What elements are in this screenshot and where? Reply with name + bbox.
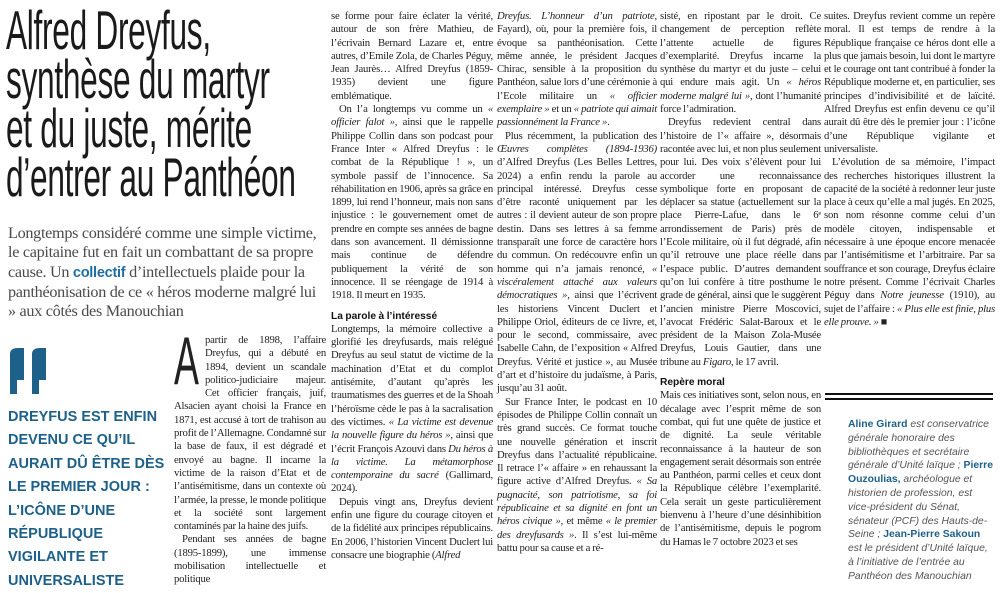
article-standfirst	[8, 224, 320, 321]
italic-text: Figaro	[702, 355, 731, 368]
italic-text: Dreyfus. L’honneur d’un patriote	[497, 10, 655, 22]
section-heading: La parole à l’intéressé	[331, 310, 438, 322]
body-text: On l’a longtemps vu comme un	[339, 103, 488, 116]
body-text: Dreyfus redevient central dans l’histoire de l’« affaire », désormais racontée avec lui, et non plus seulement pour lui. Des voix s’élèvent pour lui accorder une reconnaissance symbolique forte en proposant de déplacer sa statue (actuellement sur la place Pierre-Lafue, dans le 6ᵉ arrondissement de Paris) près de l’Ecole militaire, où il fut dégradé, afin qu’il retrouve une place réelle dans l’espace public. D’autres demandent qu’on lui confère à titre posthume le grade de général, ainsi que le suggèrent l’ancien ministre Pierre Moscovici, l’avocat Frédéric Salat-Baroux et le président de la Maison Zola-Musée Dreyfus, Louis Gautier, dans une tribune au	[660, 116, 821, 368]
italic-text: Alfred	[435, 548, 461, 561]
paragraph	[824, 10, 995, 156]
italic-text: Œuvres complètes (1894-1936)	[497, 142, 657, 155]
headline-line: d’entrer au Panthéon	[6, 146, 296, 208]
author-name: Pierre Ouzoulias,	[848, 460, 993, 486]
body-column-1	[174, 323, 326, 587]
author-bio	[848, 418, 996, 584]
drop-cap-letter: A	[174, 323, 199, 399]
author-description: est conservatrice générale honoraire des bibliothèques et secrétaire générale d’Unité laïque ;	[848, 419, 989, 472]
body-text: , ainsi que l’écrivent les historiens Vincent Duclert et Philippe Oriol, éditeurs de ce livre, et, pour le second, commissaire, avec Isabelle Cahn, de l’exposition « Alfred Dreyfus. Vérité et justice », au Musée d’art et d’histoire du judaïsme, à Paris, jusqu’au 31 août.	[497, 289, 658, 395]
headline-line: et du juste, mérite	[6, 97, 252, 159]
divider-rule	[825, 398, 993, 400]
pull-quote: DREYFUS EST ENFIN DEVENU CE QU’IL AURAIT DÛ ÊTRE DÈS LE PREMIER JOUR : L’ICÔNE D’UNE RÉPUBLIQUE VIGILANTE ET UNIVERSALISTE	[8, 409, 165, 589]
body-text: et un	[549, 103, 574, 116]
paragraph	[331, 496, 493, 562]
paragraph	[660, 389, 821, 549]
body-text: ■	[878, 315, 888, 328]
italic-text: Notre jeunesse	[880, 289, 944, 302]
body-text: (Gallimard, 2024).	[331, 469, 493, 495]
paragraph	[331, 10, 493, 103]
body-text: Mais ces initiatives sont, selon nous, en décalage avec l’esprit même de son combat, qui fut une quête de justice et de dignité. La seule véritable reconnaissance à la hauteur de son engagement serait désormais son entrée au Panthéon, parmi celles et ceux dont la République célèbre l’exemplarité. Cela serait un geste particulièrement bienvenu à l’heure d’une désinhibition de l’antisémitisme, depuis le pogrom du Hamas le 7 octobre 2023 et ses	[660, 389, 821, 548]
paragraph	[174, 533, 326, 586]
body-column-2	[331, 10, 493, 562]
body-text: partir de 1898, l’affaire Dreyfus, qui a débuté en 1894, devient un scandale politico-judiciaire majeur. Cet officier français, juif, Alsacien ayant choisi la France en 1871, est accusé à tort de trahison au profit de l’Allemagne. Condamné sur la base de faux, il est dégradé et envoyé au bagne. Il incarne la victime de la raison d’Etat et de l’antisémitisme, dans un contexte où l’armée, la presse, le monde politique et la société sont largement contaminés par la haine des juifs.	[174, 334, 326, 533]
body-text: . Il s’est lui-même battu pour sa cause et a ré-	[497, 528, 657, 554]
paragraph	[497, 130, 657, 396]
body-text: .	[607, 116, 610, 129]
section-heading: Repère moral	[660, 377, 725, 389]
paragraph	[660, 10, 821, 116]
body-text: , le 17 avril.	[731, 355, 779, 368]
paragraph	[497, 10, 657, 130]
italic-text: « officier falot »	[331, 103, 493, 129]
quote-mark-icon	[8, 346, 50, 398]
body-text: , ainsi que l’écrit François Azouvi dans	[331, 429, 493, 455]
body-text: Depuis vingt ans, Dreyfus devient enfin une figure du courage citoyen et de la fidélité aux principes républicains. En 2006, l’historien Vincent Duclert lui consacre une biographie (	[331, 495, 493, 561]
headline-line: synthèse du martyr	[6, 48, 270, 110]
italic-text: « héros moderne malgré lui »	[660, 76, 821, 102]
italic-text: « officier exemplaire »	[497, 89, 657, 116]
divider-rule	[825, 393, 993, 395]
body-text: Plus récemment, la publication des	[505, 129, 657, 142]
body-column-3	[497, 10, 657, 555]
italic-text: « viscéralement attaché aux valeurs démocratiques »	[497, 262, 657, 302]
drop-cap	[174, 323, 200, 399]
italic-text: « patriote qui aimait passionnément la France »	[497, 103, 657, 129]
italic-text: Du héros à la victime. La métamorphose contemporaine du sacré	[331, 442, 493, 482]
body-column-5	[824, 10, 995, 329]
body-text: , ainsi que le rappelle Philippe Collin dans son podcast pour France Inter « Alfred Dreyfus : le combat de la République ! », un symbole passif de l’innocence. Sa réhabilitation en 1906, après sa grâce en 1899, lui rend l’honneur, mais non sans injustice : le gouvernement omet de prendre en compte ses années de bagne dans son avancement. Il démissionne mais continue de défendre publiquement la vérité de son innocence. Il se réengage de 1914 à 1918. Il meurt en 1935.	[331, 116, 493, 302]
body-text: L’évolution de sa mémoire, l’impact des recherches historiques illustrent la capacité de la société à redonner leur juste place à ceux qu’elle a mal jugés. En 2025, son nom résonne comme celui d’un modèle citoyen, indispensable et nécessaire à une époque encore menacée par l’antisémitisme et l’arbitraire. Par sa souffrance et son courage, Dreyfus éclaire notre présent. Comme l’écrivait Charles Péguy dans	[824, 156, 995, 302]
author-description: archéologue et historien de profession, est vice-président du Sénat, sénateur (PCF) des Hauts-de-Seine ;	[848, 474, 988, 541]
body-text: d’Alfred Dreyfus (Les Belles Lettres, 2024) a enfin rendu la parole au principal intéressé. Dreyfus cesse d’être raconté uniquement par les autres : il devient auteur de son propre destin. Dans ses lettres à sa femme transparaît une force de caractère hors du commun. On redécouvre enfin un homme qui n’a jamais renoncé,	[497, 156, 657, 275]
body-text: Pendant ses années de bagne (1895-1899), une immense mobilisation intellectuelle et politique	[174, 533, 326, 586]
article-headline	[6, 0, 317, 208]
paragraph	[660, 116, 821, 369]
body-text: se forme pour faire éclater la vérité, autour de son frère Mathieu, de l’écrivain Bernard Lazare et, entre autres, d’Emile Zola, de Charles Péguy, Jean Jaurès… Alfred Dreyfus (1859-1935) devient une figure emblématique.	[331, 10, 493, 102]
paragraph	[824, 156, 995, 329]
paragraph	[331, 323, 493, 496]
paragraph	[331, 103, 493, 302]
italic-text: « Sa pugnacité, son patriotisme, sa foi républicaine et sa dignité en font un héros civique »	[497, 475, 657, 528]
body-text: Sur France Inter, le podcast en 10 épisodes de Philippe Collin connaît un très grand succès. Ce format touche une nouvelle génération et inscrit Dreyfus dans l’actualité républicaine. Il retrace l’« affaire » en rehaussant la figure active d’Alfred Dreyfus.	[497, 395, 657, 488]
body-column-4	[660, 10, 821, 549]
italic-text: « le premier des dreyfusards »	[497, 515, 657, 541]
body-text: , dont l’humanité force l’admiration.	[660, 89, 821, 116]
paragraph	[497, 396, 657, 556]
body-text: , Fayard), où, pour la première fois, il évoque sa panthéonisation. Cette même année, le président Jacques Chirac, sensible à la proposition du Panthéon, salue lors d’une cérémonie à l’Ecole militaire un	[497, 10, 657, 102]
author-description: est le président d’Unité laïque, à l’initiative de l’entrée au Panthéon des Manouchian	[848, 543, 988, 582]
standfirst-text: d’intellectuels plaide pour la panthéonisation de ce « héros moderne malgré lui » aux côtés des Manouchian	[8, 262, 316, 321]
standfirst-text: Longtemps considéré comme une simple victime, le capitaine fut en fait un combattant de sa propre cause. Un	[8, 224, 317, 281]
collectif-link: collectif	[72, 264, 126, 281]
author-name: Jean-Pierre Sakoun	[883, 529, 981, 541]
body-text: (1910), au sujet de l’affaire :	[824, 289, 995, 315]
italic-text: « La victime est devenue la nouvelle figure du héros »	[331, 415, 493, 442]
body-text: sisté, en ripostant par le droit. Ce changement de perception reflète l’attente actuelle de figures d’exemplarité. Dreyfus incarne la synthèse du martyr et du juste – celui qui endure mais agit. Un	[660, 10, 821, 89]
body-text: , et même	[560, 515, 606, 528]
headline-line: Alfred Dreyfus,	[6, 0, 211, 61]
paragraph	[174, 323, 326, 533]
body-text: Longtemps, la mémoire collective a glorifié les dreyfusards, mais relégué Dreyfus au seul statut de victime de la machination d’Etat et du complot antisémite, d’autant qu’après les traumatismes des guerres et de la Shoah l’héroïsme cède le pas à la sacralisation des victimes.	[331, 322, 493, 428]
author-name: Aline Girard	[848, 419, 908, 430]
italic-text: « Plus elle est finie, plus elle prouve. »	[824, 302, 995, 328]
body-text: suites. Dreyfus revient comme un repère moral. Il est temps de rendre à la République française ce héros dont elle a plus que jamais besoin, lui dont le martyre et le courage ont tant contribué à fonder la République moderne et, en particulier, ses principes d’indivisibilité et de laïcité. Alfred Dreyfus est enfin devenu ce qu’il aurait dû être dès le premier jour : l’icône d’une République vigilante et universaliste.	[824, 10, 995, 155]
